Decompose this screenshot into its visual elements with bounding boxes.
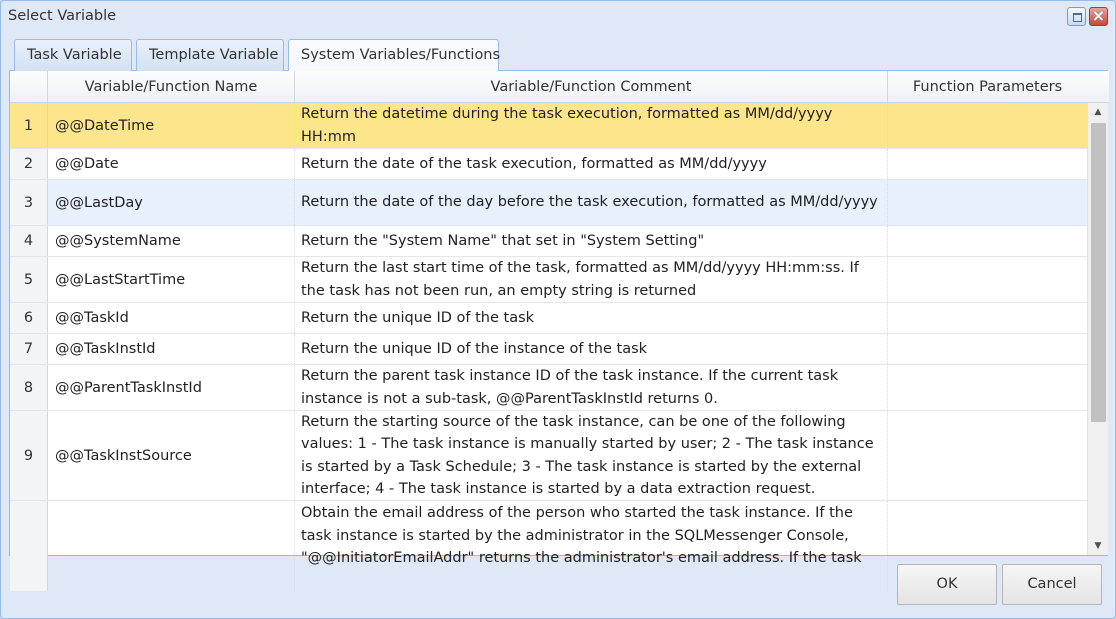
table-row[interactable] — [10, 257, 1087, 303]
function-parameters — [888, 334, 1087, 364]
variable-comment: Obtain the email address of the person who started the task instance. If the task instance is started by the administrator in the SQLMessenger Console, "@@InitiatorEmailAddr" returns the administrator's email address. If the task — [295, 501, 888, 591]
variable-name: @@LastDay — [48, 180, 295, 225]
grid-body — [10, 103, 1087, 566]
variable-name: @@SystemName — [48, 226, 295, 256]
variable-name: @@DateTime — [48, 103, 295, 148]
tab-task-variable[interactable]: Task Variable — [14, 39, 132, 71]
grid-header — [10, 71, 1109, 103]
cancel-button[interactable]: Cancel — [1002, 564, 1102, 605]
dialog-footer — [9, 556, 1108, 610]
scroll-up-icon[interactable]: ▲ — [1094, 107, 1102, 117]
row-number: 2 — [10, 149, 48, 179]
function-parameters — [888, 365, 1087, 410]
function-parameters — [888, 257, 1087, 302]
row-number: 5 — [10, 257, 48, 302]
row-number: 8 — [10, 365, 48, 410]
window-title: Select Variable — [8, 8, 117, 24]
row-number: 3 — [10, 180, 48, 225]
row-number-header — [10, 71, 48, 103]
function-parameters — [888, 303, 1087, 333]
table-row[interactable] — [10, 149, 1087, 180]
row-number: 7 — [10, 334, 48, 364]
scroll-down-icon[interactable]: ▼ — [1094, 541, 1102, 551]
maximize-icon[interactable] — [1067, 7, 1086, 26]
row-number: 6 — [10, 303, 48, 333]
column-header-comment[interactable]: Variable/Function Comment — [295, 71, 888, 103]
tab-template-variable[interactable]: Template Variable — [136, 39, 284, 71]
tab-strip — [9, 35, 1108, 71]
variable-comment: Return the unique ID of the task — [295, 303, 888, 333]
variable-name: @@Date — [48, 149, 295, 179]
row-number: 9 — [10, 411, 48, 500]
row-number: 1 — [10, 103, 48, 148]
scrollbar-thumb[interactable] — [1091, 123, 1106, 422]
variable-name: @@TaskId — [48, 303, 295, 333]
vertical-scrollbar[interactable] — [1087, 103, 1108, 555]
variables-grid — [9, 71, 1108, 566]
column-header-parameters[interactable]: Function Parameters — [912, 79, 1063, 95]
table-row[interactable] — [10, 103, 1087, 149]
tab-system-variables-functions[interactable]: System Variables/Functions — [288, 39, 499, 72]
variable-comment: Return the starting source of the task instance, can be one of the following values: 1 - The task instance is manually started by user; 2 - The task instance is started by a Task Schedule; 3 - The task instance is started by the external interface; 4 - The task instance is started by a data extraction request. — [295, 411, 888, 500]
function-parameters — [888, 411, 1087, 500]
variable-comment: Return the last start time of the task, formatted as MM/dd/yyyy HH:mm:ss. If the task has not been run, an empty string is returned — [295, 257, 888, 302]
title-bar[interactable] — [1, 1, 1115, 33]
function-parameters — [888, 180, 1087, 225]
variable-comment: Return the datetime during the task execution, formatted as MM/dd/yyyy HH:mm — [295, 103, 888, 148]
function-parameters — [888, 149, 1087, 179]
variable-name: @@TaskInstSource — [48, 411, 295, 500]
variable-comment: Return the "System Name" that set in "System Setting" — [295, 226, 888, 256]
function-parameters — [888, 226, 1087, 256]
table-row[interactable] — [10, 365, 1087, 411]
variable-name: @@LastStartTime — [48, 257, 295, 302]
table-row[interactable] — [10, 180, 1087, 226]
table-row[interactable] — [10, 226, 1087, 257]
close-icon[interactable]: × — [1089, 7, 1108, 26]
variable-comment: Return the parent task instance ID of the task instance. If the current task instance is not a sub-task, @@ParentTaskInstId returns 0. — [295, 365, 888, 410]
row-number: 4 — [10, 226, 48, 256]
variable-comment: Return the date of the day before the task execution, formatted as MM/dd/yyyy — [295, 180, 888, 225]
function-parameters — [888, 103, 1087, 148]
table-row[interactable] — [10, 303, 1087, 334]
table-row[interactable] — [10, 334, 1087, 365]
variable-name: @@TaskInstId — [48, 334, 295, 364]
variable-comment: Return the date of the task execution, formatted as MM/dd/yyyy — [295, 149, 888, 179]
column-header-name[interactable]: Variable/Function Name — [48, 71, 295, 103]
table-row[interactable] — [10, 411, 1087, 501]
ok-button[interactable]: OK — [897, 564, 997, 605]
variable-name: @@ParentTaskInstId — [48, 365, 295, 410]
variable-comment: Return the unique ID of the instance of the task — [295, 334, 888, 364]
